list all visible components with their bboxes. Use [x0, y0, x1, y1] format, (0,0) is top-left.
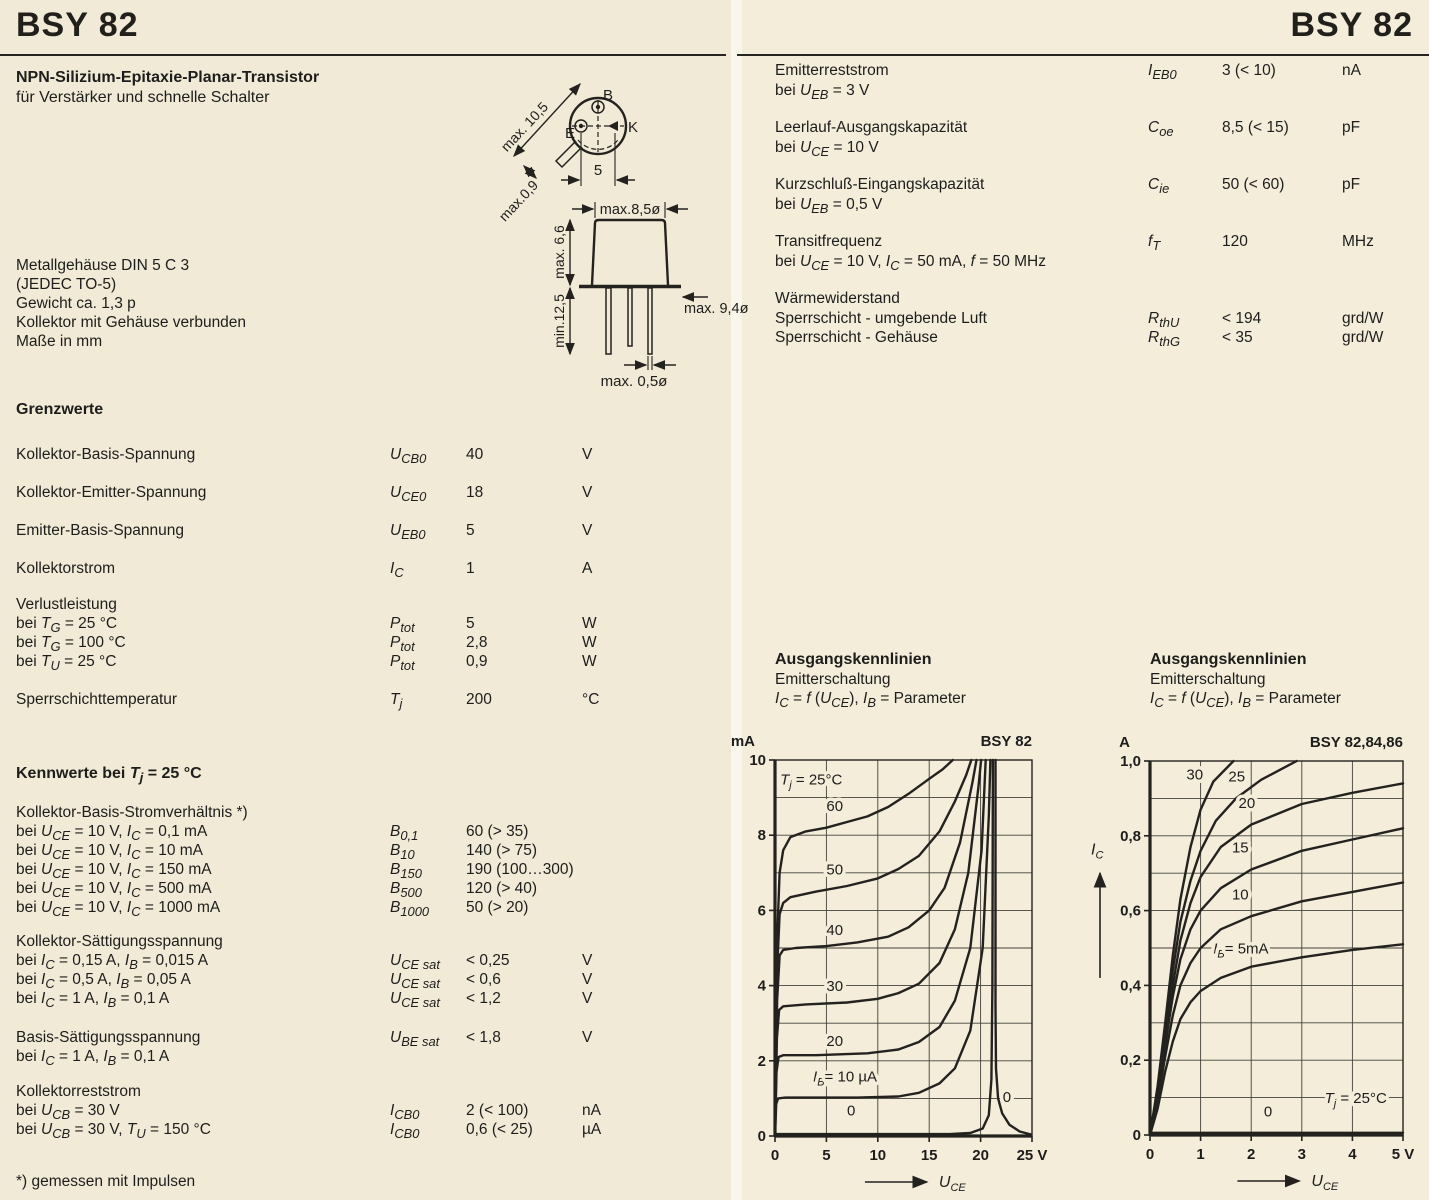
spec-value: 60 (> 35) — [466, 823, 529, 840]
spec-value: 40 — [466, 446, 484, 463]
spec-value: 1 — [466, 560, 475, 577]
spec-unit: pF — [1342, 176, 1361, 193]
can-body — [592, 220, 668, 285]
svg-text:25 V: 25 V — [1016, 1147, 1048, 1164]
spec-unit: A — [582, 560, 593, 577]
svg-text:3: 3 — [1297, 1146, 1306, 1163]
spec-condition: bei $T_G = 100$ °C — [16, 634, 126, 655]
spec-row — [16, 899, 728, 919]
spec-value: 2,8 — [466, 634, 488, 651]
spec-symbol: $U_{EB0}$ — [390, 522, 426, 543]
svg-text:30: 30 — [1186, 766, 1204, 784]
svg-text:25: 25 — [1228, 768, 1246, 786]
case-notes — [16, 256, 246, 351]
case-note-line: Gewicht ca. 1,3 p — [16, 295, 136, 312]
spec-group-heading: Wärmewiderstand — [775, 290, 900, 307]
svg-text:50: 50 — [826, 861, 844, 879]
spec-row — [16, 691, 728, 711]
spec-value: 8,5 (< 15) — [1222, 119, 1289, 136]
dim-pin-spacing-label: 5 — [593, 162, 603, 179]
spec-unit: V — [582, 971, 593, 988]
spec-symbol: $I_{CB0}$ — [390, 1121, 420, 1142]
svg-text:30: 30 — [826, 978, 844, 996]
chart-relation: $I_C = f$ $(U_{CE})$, $I_B$ = Parameter — [1150, 690, 1341, 711]
spec-value: < 35 — [1222, 329, 1253, 346]
spec-row — [16, 1048, 728, 1068]
chart-2-header — [1150, 650, 1341, 713]
spec-symbol: $T_j$ — [390, 691, 403, 712]
spec-value: 0,6 (< 25) — [466, 1121, 533, 1138]
spec-label: Kollektor-Basis-Spannung — [16, 446, 196, 463]
page-title-right: BSY 82 — [1290, 6, 1413, 44]
spec-unit: W — [582, 615, 597, 632]
spec-value: < 0,25 — [466, 952, 510, 969]
dim-lead-length-label: min.12,5 — [551, 294, 567, 348]
spec-symbol: $I_{EB0}$ — [1148, 62, 1177, 83]
spec-condition: bei $I_C = 0,5$ A, $I_B = 0,05$ A — [16, 971, 191, 992]
spec-unit: V — [582, 446, 593, 463]
chart-title: Ausgangskennlinien — [1150, 651, 1307, 668]
pin-k — [608, 121, 618, 131]
spec-group-heading: Kollektor-Basis-Stromverhältnis *) — [16, 804, 248, 821]
spec-label: Leerlauf-Ausgangskapazität — [775, 119, 968, 136]
svg-text:0,6: 0,6 — [1120, 902, 1141, 920]
spec-label: Sperrschicht - umgebende Luft — [775, 310, 987, 327]
spec-row — [16, 560, 728, 580]
dim-diagonal-label: max. 10,5 — [497, 98, 552, 155]
svg-text:10: 10 — [1231, 886, 1249, 904]
svg-text:IC: $I_C$ — [1091, 841, 1104, 862]
spec-label: Transitfrequenz — [775, 233, 883, 250]
spec-symbol: $U_{CE0}$ — [390, 484, 427, 505]
spec-group-heading: Verlustleistung — [16, 596, 117, 613]
lead — [648, 288, 652, 354]
svg-text:0: 0 — [1002, 1089, 1012, 1107]
svg-text:20: 20 — [826, 1032, 844, 1050]
spec-row — [775, 176, 1425, 196]
spec-symbol: $C_{oe}$ — [1148, 119, 1174, 140]
spec-unit: V — [582, 990, 593, 1007]
svg-text:UCE: $U_{CE}$ — [1311, 1173, 1339, 1193]
spec-unit: nA — [582, 1102, 601, 1119]
chart-subtitle: Emitterschaltung — [775, 670, 891, 688]
dim-flange-diameter-label: max. 9,4ø — [684, 301, 749, 317]
spec-label: Basis-Sättigungsspannung — [16, 1029, 201, 1046]
dim-can-height-label: max. 6,6 — [551, 225, 567, 279]
svg-text:0: 0 — [1145, 1146, 1155, 1163]
spec-label: Kollektorstrom — [16, 560, 116, 577]
output-characteristics-chart-bsy82 — [730, 722, 1050, 1200]
svg-text:mA: mA — [730, 733, 755, 750]
spec-symbol: $P_{tot}$ — [390, 634, 415, 655]
spec-row — [775, 119, 1425, 139]
spec-row — [775, 196, 1425, 216]
spec-unit: MHz — [1342, 233, 1374, 250]
spec-value: 140 (> 75) — [466, 842, 538, 859]
spec-value: 5 — [466, 522, 475, 539]
svg-text:0: 0 — [1132, 1127, 1141, 1144]
spec-condition: bei $U_{CB} = 30$ V, $T_U = 150$ °C — [16, 1121, 211, 1142]
spec-condition: bei $U_{CE} = 10$ V, $I_C = 150$ mA — [16, 861, 212, 882]
footnote: *) gemessen mit Impulsen — [16, 1173, 196, 1190]
spec-condition: bei $U_{CE} = 10$ V, $I_C = 500$ mA — [16, 880, 212, 901]
spec-condition: bei $U_{CE} = 10$ V, $I_C = 0,1$ mA — [16, 823, 208, 844]
spec-row — [16, 522, 728, 542]
spec-value: 120 (> 40) — [466, 880, 538, 897]
spec-value: 2 (< 100) — [466, 1102, 529, 1119]
spec-row — [16, 971, 728, 991]
spec-symbol: $B_{10}$ — [390, 842, 415, 863]
svg-text:0: 0 — [770, 1147, 780, 1164]
spec-value: 190 (100…300) — [466, 861, 574, 878]
spec-row — [16, 861, 728, 881]
spec-value: < 194 — [1222, 310, 1262, 327]
spec-row — [16, 842, 728, 862]
svg-text:10: 10 — [869, 1147, 887, 1164]
dim-tab-label: max.0,9 — [495, 176, 542, 225]
svg-text:5 V: 5 V — [1391, 1146, 1415, 1163]
header-rule-right — [737, 54, 1429, 56]
svg-text:6: 6 — [757, 902, 766, 920]
output-characteristics-chart-bsy82-84-86 — [1078, 722, 1428, 1200]
spec-row — [16, 634, 728, 654]
spec-value: 120 — [1222, 233, 1248, 250]
spec-row — [16, 615, 728, 635]
spec-symbol: $U_{CB0}$ — [390, 446, 427, 467]
spec-symbol: $I_C$ — [390, 560, 404, 581]
svg-text:0: 0 — [757, 1128, 766, 1145]
lead — [628, 288, 632, 346]
pin-b-label: B — [603, 87, 614, 104]
chart-1-header — [775, 650, 966, 713]
spec-value: < 0,6 — [466, 971, 501, 988]
spec-unit: µA — [582, 1121, 602, 1138]
spec-value: 50 (> 20) — [466, 899, 529, 916]
device-description: NPN-Silizium-Epitaxie-Planar-Transistor — [16, 69, 320, 86]
spec-unit: V — [582, 522, 593, 539]
dim-lead-diameter-label: max. 0,5ø — [600, 373, 668, 390]
spec-symbol: $B_{150}$ — [390, 861, 422, 882]
spec-unit: W — [582, 634, 597, 651]
spec-label: Sperrschichttemperatur — [16, 691, 178, 708]
spec-condition: bei $I_C = 1$ A, $I_B = 0,1$ A — [16, 990, 170, 1011]
spec-row — [775, 310, 1425, 330]
svg-text:1: 1 — [1196, 1146, 1205, 1163]
spec-row — [16, 990, 728, 1010]
spec-condition: bei $U_{CE} = 10$ V — [775, 139, 879, 160]
spec-value: 0,9 — [466, 653, 488, 670]
svg-text:4: 4 — [757, 977, 766, 995]
spec-label: Kurzschluß-Eingangskapazität — [775, 176, 985, 193]
spec-symbol: $R_{thG}$ — [1148, 329, 1181, 350]
spec-condition: bei $U_{CB} = 30$ V — [16, 1102, 120, 1123]
spec-row — [775, 82, 1425, 102]
spec-unit: nA — [1342, 62, 1361, 79]
svg-text:0,8: 0,8 — [1120, 827, 1141, 845]
svg-text:20: 20 — [972, 1147, 989, 1164]
spec-symbol: $f_T$ — [1148, 233, 1161, 254]
spec-symbol: $U_{BE sat}$ — [390, 1029, 440, 1050]
spec-unit: °C — [582, 691, 600, 708]
svg-text:0: 0 — [846, 1102, 856, 1120]
spec-symbol: $P_{tot}$ — [390, 653, 415, 674]
spec-row — [16, 880, 728, 900]
case-note-line: (JEDEC TO-5) — [16, 276, 117, 293]
spec-symbol: $U_{CE sat}$ — [390, 971, 440, 992]
dim-can-diameter-label: max.8,5ø — [599, 202, 661, 218]
spec-row — [16, 484, 728, 504]
lead — [606, 288, 611, 354]
svg-text:0,4: 0,4 — [1120, 977, 1141, 995]
svg-text:IB= 5mA: $I_B= 5mA$ — [1213, 940, 1269, 961]
svg-text:BSY 82: BSY 82 — [980, 733, 1032, 750]
spec-symbol: $B_{1000}$ — [390, 899, 430, 920]
spec-value: 18 — [466, 484, 484, 501]
spec-condition: bei $I_C = 0,15$ A, $I_B = 0,015$ A — [16, 952, 209, 973]
spec-label: Sperrschicht - Gehäuse — [775, 329, 938, 346]
svg-text:5: 5 — [822, 1147, 831, 1164]
spec-condition: bei $I_C = 1$ A, $I_B = 0,1$ A — [16, 1048, 170, 1069]
spec-condition: bei $T_U = 25$ °C — [16, 653, 117, 674]
spec-condition: bei $U_{CE} = 10$ V, $I_C = 10$ mA — [16, 842, 203, 863]
svg-text:20: 20 — [1238, 794, 1256, 812]
spec-value: < 1,8 — [466, 1029, 501, 1046]
spec-unit: pF — [1342, 119, 1361, 136]
section-heading-kennwerte: Kennwerte bei $T_j = 25$ °C — [16, 765, 202, 786]
chart-title: Ausgangskennlinien — [775, 651, 932, 668]
spec-row — [775, 329, 1425, 349]
chart-subtitle: Emitterschaltung — [1150, 670, 1266, 688]
svg-text:4: 4 — [1348, 1146, 1357, 1163]
svg-text:0: 0 — [1263, 1103, 1273, 1121]
svg-text:2: 2 — [757, 1052, 766, 1070]
spec-row — [16, 446, 728, 466]
pin-e-label: E — [565, 125, 576, 142]
spec-condition: bei $T_G = 25$ °C — [16, 615, 118, 636]
spec-symbol: $U_{CE sat}$ — [390, 990, 440, 1011]
spec-condition: bei $U_{EB} = 3$ V — [775, 82, 870, 103]
spec-unit: grd/W — [1342, 329, 1384, 346]
spec-value: 5 — [466, 615, 475, 632]
svg-text:15: 15 — [920, 1147, 938, 1164]
spec-row — [16, 823, 728, 843]
spec-unit: V — [582, 952, 593, 969]
spec-condition: bei $U_{EB} = 0,5$ V — [775, 196, 883, 217]
spec-row — [16, 1029, 728, 1049]
spec-label: Kollektor-Emitter-Spannung — [16, 484, 207, 501]
spec-row — [16, 653, 728, 673]
svg-text:Tj = 25°C: $T_j = 25^\circ C$ — [1324, 1090, 1387, 1111]
svg-text:0,2: 0,2 — [1120, 1052, 1141, 1070]
spec-row — [775, 253, 1425, 273]
svg-text:40: 40 — [826, 921, 844, 939]
case-note-line: Kollektor mit Gehäuse verbunden — [16, 314, 247, 331]
spec-value: 200 — [466, 691, 492, 708]
spec-value: 3 (< 10) — [1222, 62, 1276, 79]
svg-text:60: 60 — [826, 797, 844, 815]
svg-text:10: 10 — [749, 752, 766, 769]
svg-text:8: 8 — [757, 827, 766, 845]
spec-condition: bei $U_{CE} = 10$ V, $I_C = 50$ mA, f = 50 MHz — [775, 253, 1046, 274]
spec-symbol: $B_{500}$ — [390, 880, 422, 901]
package-side-view-drawing — [492, 190, 747, 400]
spec-label: Emitter-Basis-Spannung — [16, 522, 184, 539]
spec-symbol: $B_{0,1}$ — [390, 823, 419, 844]
spec-row — [775, 233, 1425, 253]
spec-condition: bei $U_{CE} = 10$ V, $I_C = 1000$ mA — [16, 899, 221, 920]
spec-symbol: $C_{ie}$ — [1148, 176, 1170, 197]
spec-row — [16, 1121, 728, 1141]
spec-symbol: $U_{CE sat}$ — [390, 952, 440, 973]
spec-unit: V — [582, 484, 593, 501]
chart-relation: $I_C = f$ $(U_{CE})$, $I_B$ = Parameter — [775, 690, 966, 711]
device-application: für Verstärker und schnelle Schalter — [16, 89, 270, 106]
svg-text:2: 2 — [1247, 1146, 1256, 1163]
spec-row — [775, 62, 1425, 82]
spec-unit: grd/W — [1342, 310, 1384, 327]
spec-unit: V — [582, 1029, 593, 1046]
svg-text:1,0: 1,0 — [1120, 753, 1141, 770]
spec-symbol: $R_{thU}$ — [1148, 310, 1180, 331]
spec-value: 50 (< 60) — [1222, 176, 1285, 193]
case-note-line: Metallgehäuse DIN 5 C 3 — [16, 257, 190, 274]
svg-text:Tj = 25°C: $T_j = 25^\circ C$ — [780, 771, 843, 792]
pin-k-label: K — [628, 119, 639, 136]
page-title-left: BSY 82 — [16, 6, 139, 44]
spec-value: < 1,2 — [466, 990, 501, 1007]
spec-row — [775, 139, 1425, 159]
svg-text:BSY 82,84,86: BSY 82,84,86 — [1309, 734, 1403, 751]
svg-text:15: 15 — [1231, 839, 1249, 857]
section-heading-grenzwerte: Grenzwerte — [16, 401, 104, 418]
spec-group-heading: Kollektor-Sättigungsspannung — [16, 933, 223, 950]
spec-label: Emitterreststrom — [775, 62, 889, 79]
spec-row — [16, 952, 728, 972]
case-note-line: Maße in mm — [16, 333, 103, 350]
spec-row — [16, 1102, 728, 1122]
spec-symbol: $I_{CB0}$ — [390, 1102, 420, 1123]
svg-text:UCE: $U_{CE}$ — [938, 1174, 966, 1194]
spec-symbol: $P_{tot}$ — [390, 615, 415, 636]
spec-unit: W — [582, 653, 597, 670]
svg-text:IB= 10 µA: $I_B= 10$ µA — [813, 1068, 877, 1089]
svg-text:A: A — [1119, 734, 1130, 751]
spec-group-heading: Kollektorreststrom — [16, 1083, 141, 1100]
